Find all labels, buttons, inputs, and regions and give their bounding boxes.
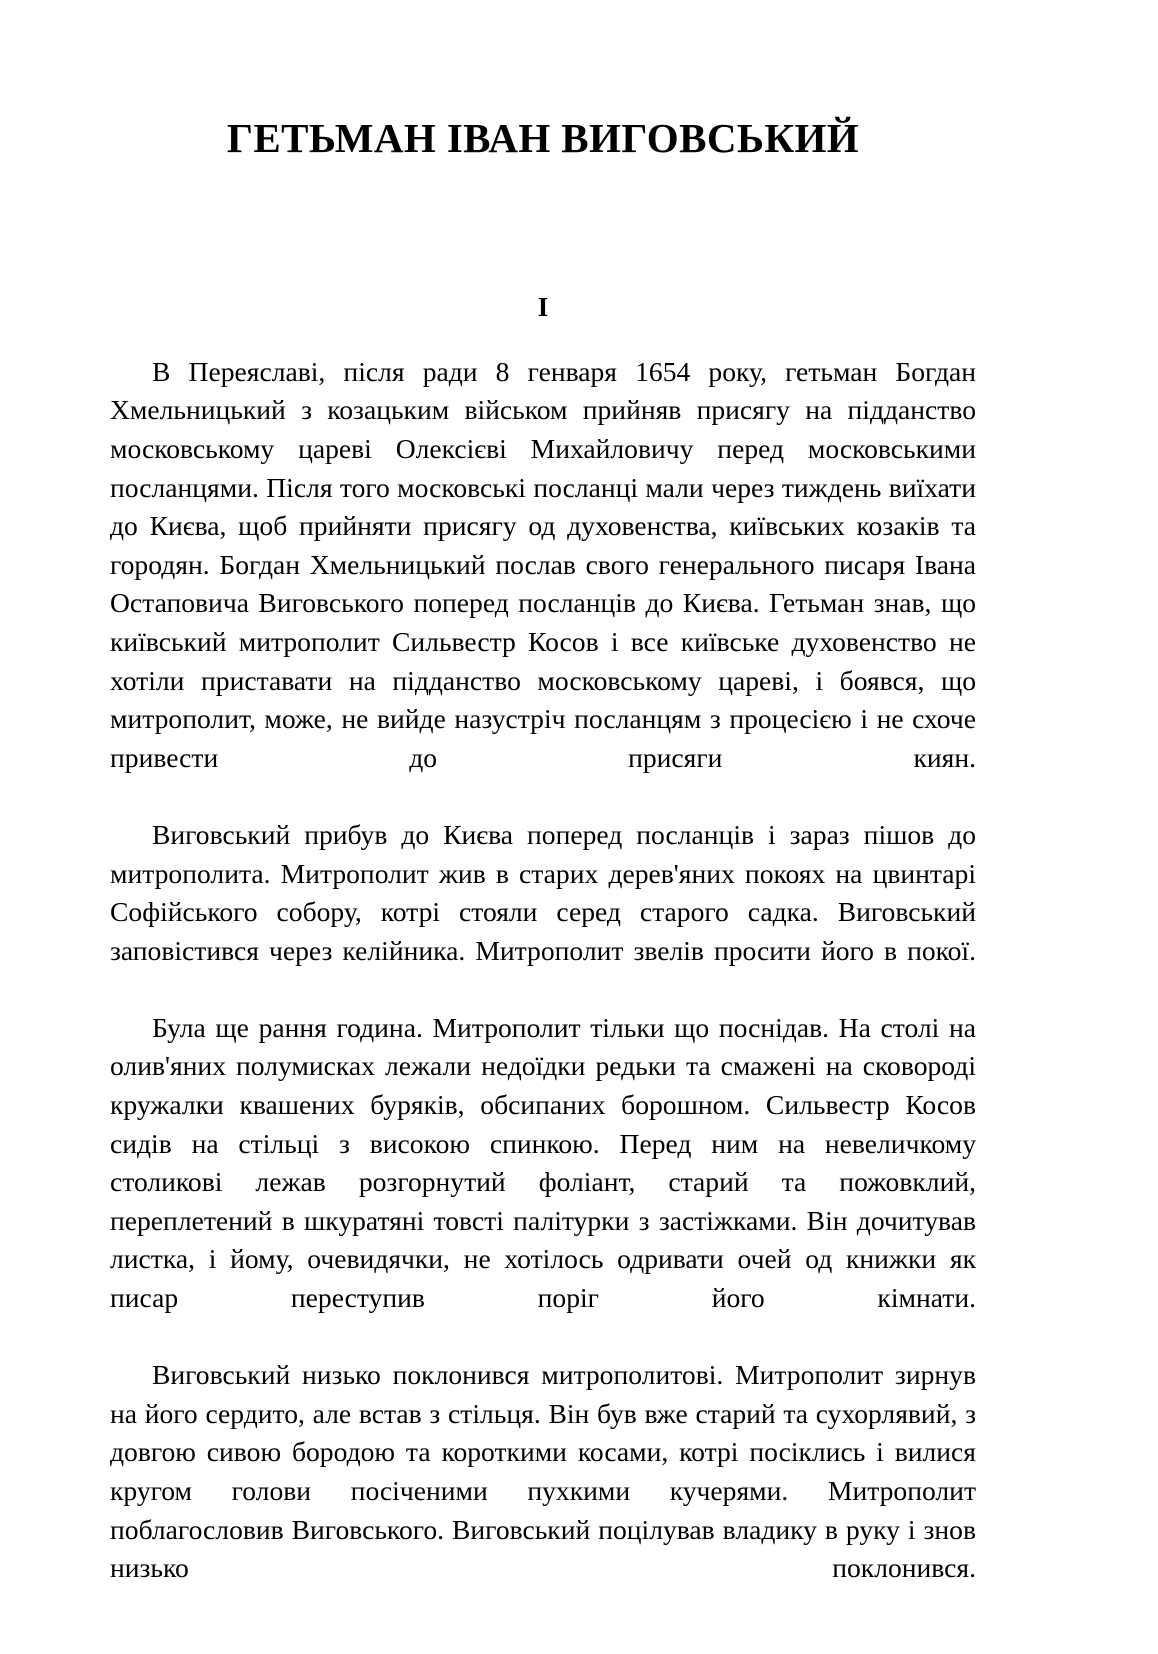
paragraph: Виговський прибув до Києва поперед посланців і зараз пішов до митрополита. Митрополит жив в старих дерев'яних покоях на цвинтарі Софійського собору, котрі стояли серед старого садка. Виговський заповістився через келійника. Митрополит звелів просити його в покої. xyxy=(110,818,976,966)
page-content xyxy=(110,0,976,1626)
paragraph: Була ще рання година. Митрополит тільки що поснідав. На столі на олив'яних полумисках лежали недоїдки редьки та смажені на сковороді кружалки квашених буряків, обсипаних борошном. Сильвестр Косов сидів на стільці з високою спинкою. Перед ним на невеличкому столикові лежав розгорнутий фоліант, старий та пожовклий, переплетений в шкуратяні товсті палітурки з застіжками. Він дочитував листка, і йому, очевидячки, не хотілось одривати очей од книжки як писар переступив поріг його кімнати. xyxy=(110,1011,976,1314)
paragraph: Виговський низько поклонився митрополитові. Митрополит зирнув на його сердито, але встав з стільця. Він був вже старий та сухорлявий, з довгою сивою бородою та короткими косами, котрі посіклись і вилися кругом голови посіченими пухкими кучерями. Митрополит поблагословив Виговського. Виговський поцілував владику в руку і знов низько поклонився. xyxy=(110,1359,976,1584)
section-number: I xyxy=(537,292,549,323)
paragraph: В Переяславі, після ради 8 генваря 1654 року, гетьман Богдан Хмельницький з козацьким військом прийняв присягу на підданство московському цареві Олексієві Михайловичу перед московськими посланцями. Після того московські посланці мали через тиждень виїхати до Києва, щоб прийняти присягу од духовенства, київських козаків та городян. Богдан Хмельницький послав свого генерального писаря Івана Остаповича Виговського поперед посланців до Києва. Гетьман знав, що київський митрополит Сильвестр Косов і все київське духовенство не хотіли приставати на підданство московському цареві, і боявся, що митрополит, може, не вийде назустріч посланцям з процесією і не схоче привести до присяги киян. xyxy=(110,355,976,773)
body-text xyxy=(110,323,976,1627)
page-title: ГЕТЬМАН ІВАН ВИГОВСЬКИЙ xyxy=(226,115,860,161)
